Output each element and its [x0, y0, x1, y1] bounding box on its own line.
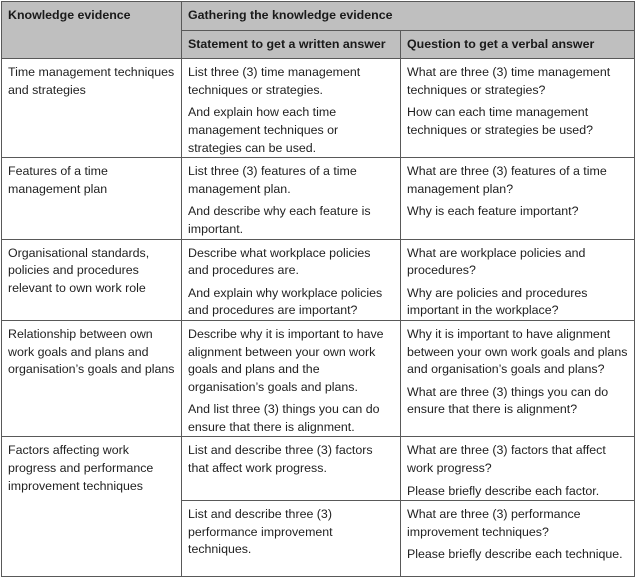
- verbal-cell: [401, 501, 635, 577]
- knowledge-cell: [2, 320, 182, 437]
- written-statement: And list three (3) things you can do ensure that there is alignment.: [188, 402, 380, 434]
- written-statement: List three (3) time management techniques or strategies.: [188, 65, 361, 97]
- written-statement: List and describe three (3) factors that affect work progress.: [188, 443, 373, 476]
- verbal-question: Why it is important to have alignment between your own work goals and plans and organisation’s goals and plans?: [407, 326, 628, 377]
- verbal-question: Why are policies and procedures important in the workplace?: [407, 285, 588, 318]
- verbal-cell: [401, 158, 635, 239]
- written-statement: Describe why it is important to have alignment between your own work goals and plans and the organisation’s goals and plans.: [188, 326, 384, 394]
- knowledge-text: Factors affecting work progress and performance improvement techniques: [8, 443, 154, 493]
- table-row: [2, 59, 635, 158]
- header-verbal-answer: Question to get a verbal answer: [401, 30, 635, 59]
- verbal-question: How can each time management techniques or strategies be used?: [407, 105, 593, 137]
- verbal-question: Please briefly describe each technique.: [407, 547, 623, 562]
- verbal-question: What are three (3) factors that affect work progress?: [407, 443, 606, 476]
- verbal-question: What are three (3) time management techniques or strategies?: [407, 65, 611, 97]
- written-cell: [182, 320, 401, 437]
- written-statement: List three (3) features of a time management plan.: [188, 164, 357, 196]
- verbal-question: What are three (3) features of a time management plan?: [407, 164, 607, 196]
- verbal-question: What are workplace policies and procedures?: [407, 245, 586, 278]
- header-knowledge-evidence: Knowledge evidence: [2, 2, 182, 59]
- written-cell: [182, 239, 401, 320]
- knowledge-cell: [2, 158, 182, 239]
- knowledge-cell: [2, 437, 182, 577]
- verbal-question: Please briefly describe each factor.: [407, 483, 600, 498]
- written-cell: [182, 59, 401, 158]
- written-statement: Describe what workplace policies and procedures are.: [188, 245, 371, 278]
- verbal-cell: [401, 320, 635, 437]
- verbal-question: What are three (3) things you can do ensure that there is alignment?: [407, 384, 609, 417]
- written-statement: List and describe three (3) performance improvement techniques.: [188, 507, 333, 557]
- table-row: [2, 239, 635, 320]
- knowledge-cell: [2, 239, 182, 320]
- table-row: [2, 320, 635, 437]
- header-row: [2, 2, 635, 31]
- written-statement: And explain how each time management techniques or strategies can be used.: [188, 105, 339, 155]
- written-statement: And describe why each feature is important.: [188, 204, 371, 236]
- verbal-question: What are three (3) performance improvement techniques?: [407, 507, 581, 539]
- knowledge-cell: [2, 59, 182, 158]
- verbal-question: Why is each feature important?: [407, 204, 579, 219]
- written-cell: [182, 158, 401, 239]
- verbal-cell: [401, 59, 635, 158]
- table-row: [2, 158, 635, 239]
- knowledge-text: Time management techniques and strategies: [8, 65, 175, 97]
- verbal-cell: [401, 437, 635, 501]
- knowledge-text: Relationship between own work goals and plans and organisation’s goals and plans: [8, 326, 175, 377]
- verbal-cell: [401, 239, 635, 320]
- knowledge-text: Organisational standards, policies and procedures relevant to own work role: [8, 245, 150, 295]
- knowledge-text: Features of a time management plan: [8, 164, 108, 196]
- written-cell: [182, 501, 401, 577]
- table-row: [2, 437, 635, 501]
- header-written-answer: Statement to get a written answer: [182, 30, 401, 59]
- written-cell: [182, 437, 401, 501]
- knowledge-evidence-table: [1, 1, 635, 577]
- written-statement: And explain why workplace policies and procedures are important?: [188, 285, 383, 318]
- header-gathering-evidence: Gathering the knowledge evidence: [182, 2, 635, 31]
